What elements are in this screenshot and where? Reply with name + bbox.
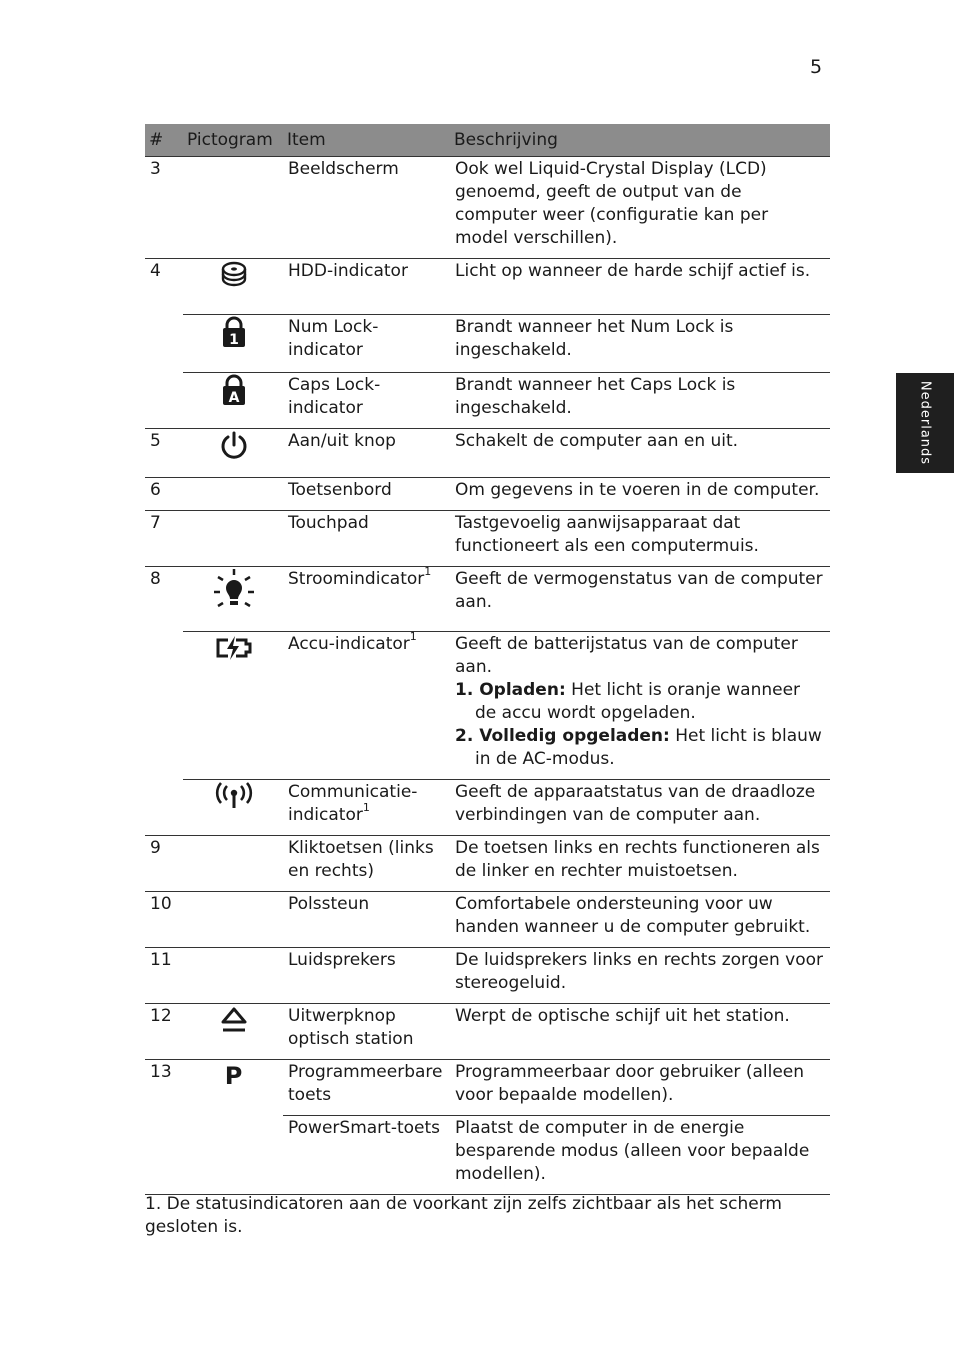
footnote: 1. De statusindicatoren aan de voorkant zijn zelfs zichtbaar als het scherm gesloten is.: [145, 1194, 782, 1237]
item-label: Communicatie-indicator: [288, 782, 418, 825]
row-number: 4: [145, 259, 183, 429]
row-description: Comfortabele ondersteuning voor uw handen wanneer u de computer gebruikt.: [450, 892, 830, 948]
row-number: 13: [145, 1060, 183, 1195]
table-row: [145, 511, 830, 567]
row-item: Programmeerbare toets: [283, 1060, 450, 1116]
num-lock-icon: [221, 316, 247, 348]
table-row: [145, 259, 830, 315]
row-description: [450, 632, 830, 780]
row-description: Geeft de apparaatstatus van de draadloze verbindingen van de computer aan.: [450, 780, 830, 836]
row-icon-cell: [183, 157, 283, 259]
row-description: Om gegevens in te voeren in de computer.: [450, 478, 830, 511]
row-item: Uitwerpknop optisch station: [283, 1004, 450, 1060]
row-description: De toetsen links en rechts functioneren als de linker en rechter muistoetsen.: [450, 836, 830, 892]
table-row: [145, 429, 830, 478]
row-description: Werpt de optische schijf uit het station.: [450, 1004, 830, 1060]
row-item: Polssteun: [283, 892, 450, 948]
row-item: Caps Lock-indicator: [283, 373, 450, 429]
table-row: [145, 948, 830, 1004]
power-icon: [218, 430, 250, 462]
row-description: Programmeerbaar door gebruiker (alleen voor bepaalde modellen).: [450, 1060, 830, 1116]
row-icon-cell: [183, 567, 283, 632]
page-number: 5: [810, 56, 823, 78]
row-number: 3: [145, 157, 183, 259]
table-row: [145, 1004, 830, 1060]
power-indicator-icon: [212, 568, 256, 614]
row-description: De luidsprekers links en rechts zorgen voor stereogeluid.: [450, 948, 830, 1004]
step-label: Opladen:: [479, 680, 566, 700]
row-item: Num Lock-indicator: [283, 315, 450, 373]
step-text: Het licht is oranje wanneer de accu wordt opgeladen.: [475, 680, 801, 723]
row-item: Aan/uit knop: [283, 429, 450, 478]
step-label: Volledig opgeladen:: [479, 726, 670, 746]
description-text: Geeft de batterijstatus van de computer aan.: [455, 634, 798, 677]
row-item: Kliktoetsen (links en rechts): [283, 836, 450, 892]
wireless-icon: [214, 781, 254, 811]
row-item: [283, 567, 450, 632]
row-description: Tastgevoelig aanwijsapparaat dat functioneert als een computermuis.: [450, 511, 830, 567]
row-number: 6: [145, 478, 183, 511]
status-steps: [455, 679, 826, 771]
side-tab-label: Nederlands: [917, 380, 933, 466]
item-label: Stroomindicator: [288, 569, 425, 589]
svg-text:1: 1: [228, 332, 239, 348]
footnote-ref: 1: [409, 630, 417, 644]
row-number: 9: [145, 836, 183, 892]
header-description: Beschrijving: [450, 124, 830, 157]
row-icon-cell: [183, 1060, 283, 1195]
table-row: [145, 315, 830, 373]
p-key-icon: P: [224, 1062, 243, 1090]
row-number: 12: [145, 1004, 183, 1060]
list-item: [455, 679, 826, 725]
row-icon-cell: [183, 511, 283, 567]
row-description: Plaatst de computer in de energie besparende modus (alleen voor bepaalde modellen).: [450, 1116, 830, 1195]
header-num: #: [145, 124, 183, 157]
row-number: 11: [145, 948, 183, 1004]
step-number: 2.: [455, 726, 474, 746]
row-icon-cell: [183, 478, 283, 511]
row-description: Ook wel Liquid-Crystal Display (LCD) genoemd, geeft de output van de computer weer (configuratie kan per model verschillen).: [450, 157, 830, 259]
row-item: Luidsprekers: [283, 948, 450, 1004]
item-label: Accu-indicator: [288, 634, 410, 654]
footnote-ref: 1: [362, 801, 370, 815]
header-pictogram: Pictogram: [183, 124, 283, 157]
row-number: 8: [145, 567, 183, 836]
header-item: Item: [283, 124, 450, 157]
row-icon-cell: [183, 632, 283, 780]
eject-icon: [220, 1005, 248, 1035]
row-item: [283, 780, 450, 836]
row-icon-cell: [183, 259, 283, 315]
component-table: [145, 124, 830, 1195]
list-item: [455, 725, 826, 771]
row-number: 10: [145, 892, 183, 948]
row-description: Geeft de vermogenstatus van de computer aan.: [450, 567, 830, 632]
row-item: [283, 632, 450, 780]
step-text: Het licht is blauw in de AC-modus.: [475, 726, 822, 769]
row-item: HDD-indicator: [283, 259, 450, 315]
table-row: [145, 632, 830, 780]
row-icon-cell: [183, 429, 283, 478]
table-row: [145, 157, 830, 259]
row-icon-cell: [183, 373, 283, 429]
table-row: [145, 836, 830, 892]
footnote-ref: 1: [424, 565, 432, 579]
hdd-icon: [220, 260, 248, 290]
row-icon-cell: [183, 836, 283, 892]
row-description: Licht op wanneer de harde schijf actief is.: [450, 259, 830, 315]
row-icon-cell: [183, 892, 283, 948]
battery-icon: [214, 633, 254, 663]
step-number: 1.: [455, 680, 474, 700]
row-description: Schakelt de computer aan en uit.: [450, 429, 830, 478]
table-row: [145, 892, 830, 948]
caps-lock-icon: [221, 374, 247, 406]
row-description: Brandt wanneer het Num Lock is ingeschakeld.: [450, 315, 830, 373]
table-row: [145, 567, 830, 632]
table-row: [145, 478, 830, 511]
row-icon-cell: [183, 948, 283, 1004]
table-row: [145, 780, 830, 836]
svg-text:A: A: [228, 390, 239, 406]
row-item: Toetsenbord: [283, 478, 450, 511]
row-item: Touchpad: [283, 511, 450, 567]
row-item: PowerSmart-toets: [283, 1116, 450, 1195]
table-row: [145, 1060, 830, 1116]
row-description: Brandt wanneer het Caps Lock is ingeschakeld.: [450, 373, 830, 429]
row-icon-cell: [183, 780, 283, 836]
row-number: 5: [145, 429, 183, 478]
row-item: Beeldscherm: [283, 157, 450, 259]
language-side-tab: [896, 373, 954, 473]
row-icon-cell: [183, 1004, 283, 1060]
table-header-row: [145, 124, 830, 157]
row-number: 7: [145, 511, 183, 567]
row-icon-cell: [183, 315, 283, 373]
table-row: [145, 373, 830, 429]
